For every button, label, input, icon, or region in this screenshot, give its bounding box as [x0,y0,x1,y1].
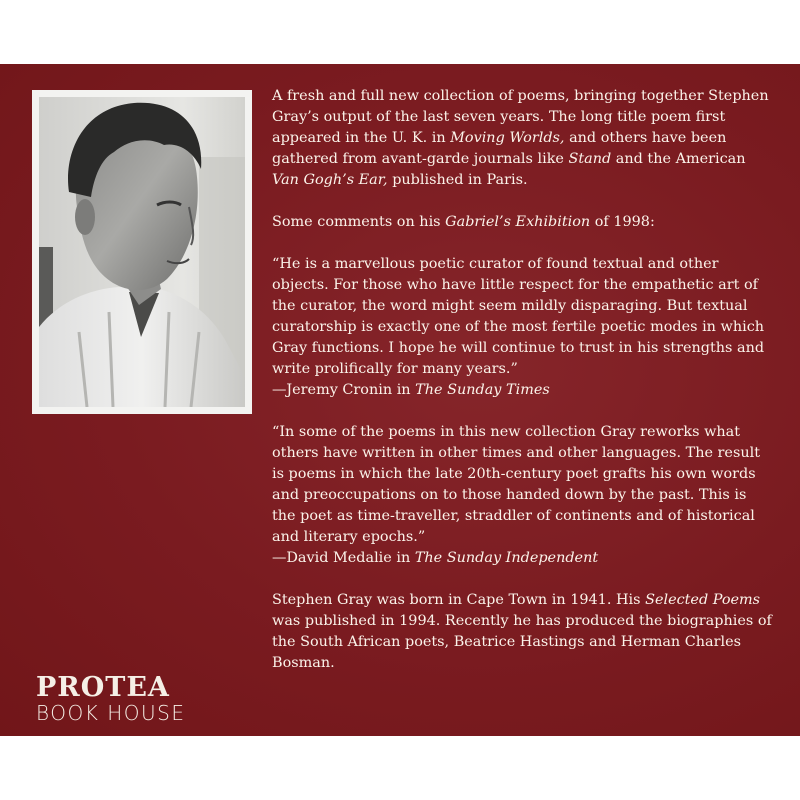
quote-cronin-attribution: —Jeremy Cronin in The Sunday Times [272,382,550,398]
publisher-name: PROTEA [36,672,170,703]
comments-intro: Some comments on his Gabriel’s Exhibition of 1998: [272,214,655,230]
quote-medalie-attribution: —David Medalie in The Sunday Independent [272,550,599,566]
publisher-logo [36,674,185,724]
author-photo-frame [32,90,252,414]
quote-medalie: “In some of the poems in this new collection Gray reworks what others have written in other times and other languages. The result is poems in which the late 20th-century poet grafts his own words and preoccupations on to those handed down by the past. This is the poet as time-traveller, straddler of continents and of historical and literary epochs.” [272,424,760,545]
quote-cronin: “He is a marvellous poetic curator of found textual and other objects. For those who have little respect for the empathetic art of the curator, the word might seem mildly disparaging. But textual curatorship is exactly one of the most fertile poetic modes in which Gray functions. I hope he will continue to trust in his strengths and write prolifically for many years.” [272,256,765,377]
intro-paragraph: A fresh and full new collection of poems, bringing together Stephen Gray’s output of the last seven years. The long title poem first appeared in the U. K. in Moving Worlds, and others have been gathered from avant-garde journals like Stand and the American Van Gogh’s Ear, published in Paris. [272,88,769,188]
blurb-text [272,86,772,674]
author-portrait-image [39,97,245,407]
author-photo [39,97,245,407]
author-bio: Stephen Gray was born in Cape Town in 1941. His Selected Poems was published in 1994. Recently he has produced the biographies of the South African poets, Beatrice Hastings and Herman Charles Bosman. [272,592,772,671]
publisher-subname: BOOK HOUSE [36,701,186,725]
